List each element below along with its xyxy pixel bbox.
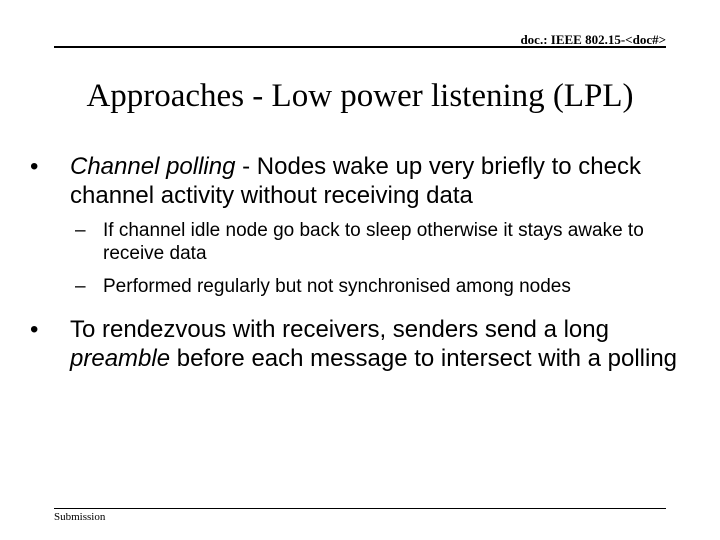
bullet-text-after: before each message to intersect with a polling	[170, 345, 678, 372]
slide-body	[0, 152, 720, 373]
footer-label: Submission	[54, 511, 106, 523]
bullet-channel-polling	[30, 152, 680, 210]
subbullet-marker: –	[75, 220, 86, 241]
subbullet-idle-sleep	[75, 219, 700, 265]
subbullet-text: Performed regularly but not synchronised among nodes	[103, 276, 571, 297]
subbullet-text: If channel idle node go back to sleep otherwise it stays awake to receive data	[103, 220, 644, 264]
bullet-marker: •	[30, 316, 39, 343]
header-divider	[54, 46, 666, 48]
bullet-text-before: To rendezvous with receivers, senders send a long	[70, 316, 609, 343]
footer-divider	[54, 508, 666, 509]
slide-title: Approaches - Low power listening (LPL)	[86, 78, 634, 114]
bullet-marker: •	[30, 153, 39, 180]
bullet-rendezvous	[30, 315, 680, 373]
subbullet-marker: –	[75, 276, 86, 297]
bullet-emphasis: Channel polling	[70, 153, 236, 180]
bullet-text: - Nodes wake up very briefly to check channel activity without receiving data	[70, 153, 641, 209]
subbullet-not-synchronised	[75, 275, 700, 298]
document-id: doc.: IEEE 802.15-<doc#>	[520, 32, 666, 47]
bullet-emphasis: preamble	[70, 345, 171, 372]
